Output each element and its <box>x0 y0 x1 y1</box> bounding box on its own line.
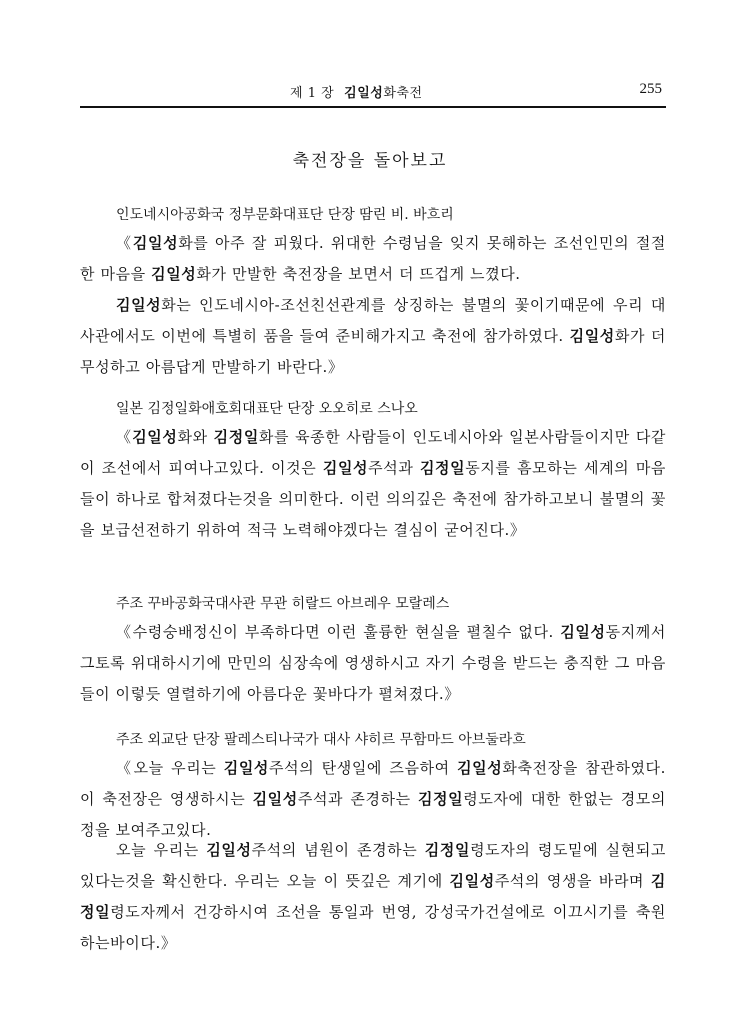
bold-name: 김일성 <box>252 790 298 808</box>
bold-name: 김일성 <box>457 759 503 777</box>
text-run: 《수령숭배정신이 부족하다면 이런 훌륭한 현실을 펼칠수 없다. <box>116 623 561 641</box>
header-rule <box>80 106 666 108</box>
bold-name: 김정일 <box>417 790 464 808</box>
bold-name: 김일성 <box>322 459 369 477</box>
speaker-line: 주조 외교단 단장 팔레스티나국가 대사 샤히르 무함마드 아브둘라흐 <box>116 732 526 748</box>
quote-paragraph <box>80 422 666 546</box>
text-run: 동지께서 그토록 위대하시기에 만민의 심장속에 영생하시고 자기 수령을 받드는 충직한 그 마음들이 이렇듯 열렬하기에 아름다운 꽃바다가 펼쳐졌다.》 <box>80 623 666 703</box>
chapter-title-rest: 화축전 <box>383 86 423 101</box>
text-run: 화는 인도네시아-조선친선관계를 상징하는 불멸의 꽃이기때문에 우리 대사관에서도 이번에 특별히 품을 들여 준비해가지고 축전에 참가하였다. <box>80 296 666 345</box>
speaker-line: 주조 꾸바공화국대사관 무관 히랄드 아브레우 모랄레스 <box>116 596 450 612</box>
text-run: 주석의 영생을 바라며 <box>494 872 651 890</box>
text-run: 화를 아주 잘 피웠다. 위대한 수령님을 잊지 못해하는 조선인민의 절절한 마음을 <box>80 234 667 283</box>
bold-name: 김일성 <box>151 265 197 283</box>
text-run: 동지를 흠모하는 세계의 마음들이 하나로 합쳐졌다는것을 의미한다. 이런 의의깊은 축전에 참가하고보니 불멸의 꽃을 보급선전하기 위하여 적극 노력해야겠다는 결심이 굳어진다.》 <box>80 459 666 539</box>
quote-paragraph <box>80 835 666 959</box>
bold-name: 김일성 <box>116 296 162 314</box>
text-run: 화와 <box>177 428 214 446</box>
text-run: 《 <box>116 428 133 446</box>
text-run: 주석과 존경하는 <box>297 790 418 808</box>
quote-paragraph <box>80 617 666 710</box>
speaker-line: 일본 김정일화애호회대표단 단장 오오히로 스나오 <box>116 401 418 417</box>
running-header <box>80 82 666 106</box>
text-run: 화가 더 무성하고 아름답게 만발하기 바란다.》 <box>80 327 666 376</box>
quote-paragraph <box>80 290 666 383</box>
speaker-line: 인도네시아공화국 정부문화대표단 단장 땀린 비. 바흐리 <box>116 207 454 223</box>
text-run: 《오늘 우리는 <box>116 759 224 777</box>
text-run: 주석의 념원이 존경하는 <box>251 841 425 859</box>
chapter-title-name: 김일성 <box>344 86 384 101</box>
bold-name: 김일성 <box>132 234 179 252</box>
bold-name: 김일성 <box>449 872 495 890</box>
text-run: 주석과 <box>368 459 420 477</box>
bold-name: 김일성 <box>132 428 178 446</box>
text-run: 화가 만발한 축전장을 보면서 더 뜨겁게 느꼈다. <box>196 265 521 283</box>
text-run: 령도자께서 건강하시여 조선을 통일과 번영, 강성국가건설에로 이끄시기를 축원하는바이다.》 <box>80 903 666 952</box>
bold-name: 김정일 <box>424 841 471 859</box>
quote-paragraph <box>80 753 666 846</box>
text-run: 령도자에 대한 한없는 경모의 정을 보여주고있다. <box>80 790 666 839</box>
bold-name: 김일성 <box>569 327 615 345</box>
bold-name: 김정일 <box>80 872 666 921</box>
section-title: 축전장을 돌아보고 <box>292 151 448 171</box>
bold-name: 김일성 <box>560 623 606 641</box>
page-number: 255 <box>639 81 662 97</box>
text-run: 《 <box>116 234 133 252</box>
bold-name: 김일성 <box>206 841 252 859</box>
bold-name: 김정일 <box>213 428 259 446</box>
text-run: 령도자의 령도밑에 실현되고있다는것을 확신한다. 우리는 오늘 이 뜻깊은 계기에 <box>80 841 666 890</box>
text-run: 주석의 탄생일에 즈음하여 <box>269 759 458 777</box>
bold-name: 김정일 <box>419 459 466 477</box>
quote-paragraph <box>80 228 666 290</box>
text-run: 화축전장을 참관하였다. 이 축전장은 영생하시는 <box>80 759 666 808</box>
chapter-label: 제 1 장 <box>290 86 335 101</box>
bold-name: 김일성 <box>223 759 270 777</box>
text-run: 오늘 우리는 <box>116 841 207 859</box>
text-run: 화를 육종한 사람들이 인도네시아와 일본사람들이지만 다같이 조선에서 피여나고있다. 이것은 <box>80 428 666 477</box>
chapter-title <box>290 82 423 101</box>
